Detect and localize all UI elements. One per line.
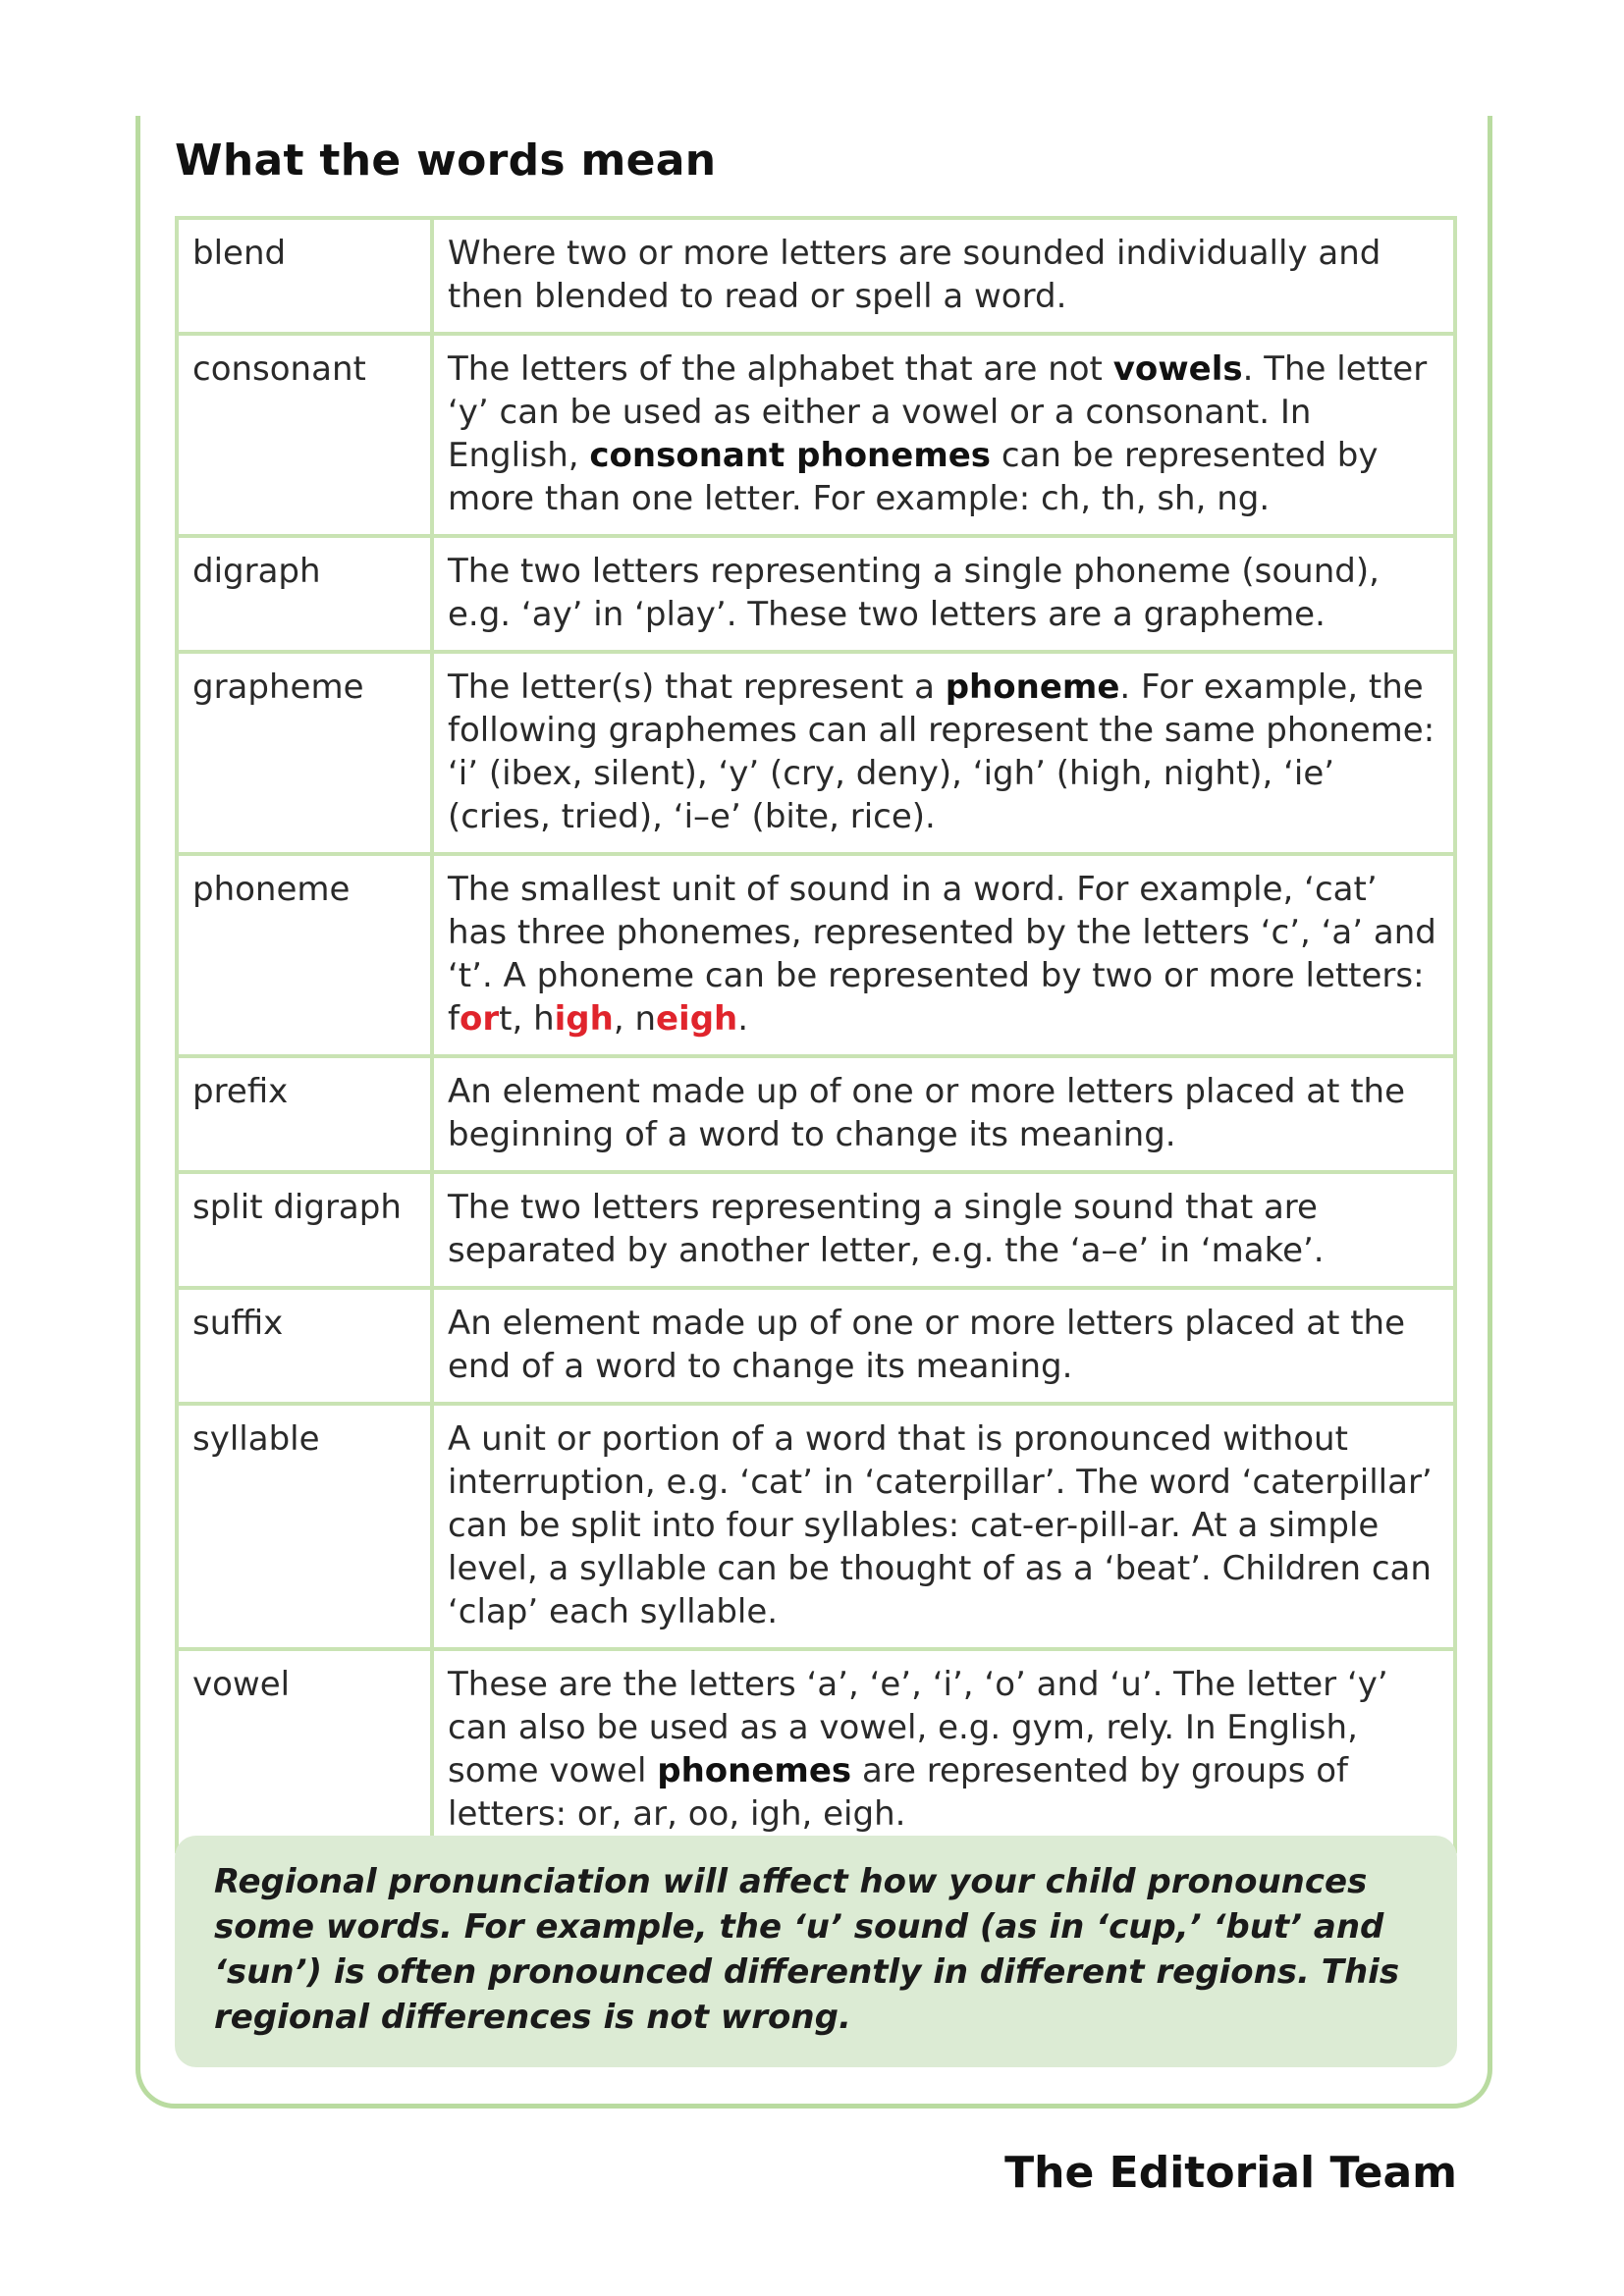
glossary-row xyxy=(177,652,1455,854)
glossary-definition xyxy=(432,1056,1455,1172)
glossary-definition xyxy=(432,218,1455,334)
definition-text: can be represented by more than one letter. For example: ch, th, sh, ng. xyxy=(448,436,1379,518)
definition-red-text: eigh xyxy=(656,999,738,1039)
definition-text: , n xyxy=(613,999,656,1039)
definition-text: A unit or portion of a word that is pronounced without interruption, e.g. ‘cat’ in ‘caterpillar’. The word ‘caterpillar’ can be split into four syllables: cat-er-pill-ar. At a simple level, a syllable can be thought of as a ‘beat’. Children can ‘clap’ each syllable. xyxy=(448,1419,1433,1631)
glossary-definition xyxy=(432,1288,1455,1404)
glossary-row xyxy=(177,334,1455,536)
glossary-definition xyxy=(432,334,1455,536)
glossary-row xyxy=(177,1056,1455,1172)
glossary-term: prefix xyxy=(177,1056,432,1172)
definition-text: The letter(s) that represent a xyxy=(448,667,946,707)
definition-text: Where two or more letters are sounded individually and then blended to read or spell a word. xyxy=(448,234,1381,316)
definition-bold-text: vowels xyxy=(1112,349,1243,389)
definition-text: The two letters representing a single sound that are separated by another letter, e.g. the ‘a–e’ in ‘make’. xyxy=(448,1188,1325,1270)
glossary-row xyxy=(177,1172,1455,1288)
definition-text: An element made up of one or more letters placed at the beginning of a word to change its meaning. xyxy=(448,1072,1406,1154)
glossary-table xyxy=(175,216,1457,1853)
definition-text: . xyxy=(737,999,749,1039)
definition-text: The two letters representing a single phoneme (sound), e.g. ‘ay’ in ‘play’. These two letters are a grapheme. xyxy=(448,552,1380,634)
glossary-definition xyxy=(432,536,1455,652)
glossary-row xyxy=(177,1288,1455,1404)
glossary-term: digraph xyxy=(177,536,432,652)
glossary-term: phoneme xyxy=(177,854,432,1056)
glossary-definition xyxy=(432,1172,1455,1288)
definition-text: The smallest unit of sound in a word. For example, ‘cat’ has three phonemes, represented by the letters ‘c’, ‘a’ and ‘t’. A phoneme can be represented by two or more letters: f xyxy=(448,870,1436,1039)
glossary-term: grapheme xyxy=(177,652,432,854)
definition-text: . The letter ‘y’ can be used as either a vowel or a consonant. In English, xyxy=(448,349,1428,475)
glossary-definition xyxy=(432,1404,1455,1649)
glossary-row xyxy=(177,854,1455,1056)
definition-text: These are the letters ‘a’, ‘e’, ‘i’, ‘o’ and ‘u’. The letter ‘y’ can also be used as a vowel, e.g. gym, rely. In English, some vowel xyxy=(448,1665,1388,1790)
definition-text: The letters of the alphabet that are not xyxy=(448,349,1113,389)
definition-red-text: igh xyxy=(554,999,614,1039)
regional-pronunciation-note: Regional pronunciation will affect how your child pronounces some words. For example, the ‘u’ sound (as in ‘cup,’ ‘but’ and ‘sun’) is often pronounced differently in different regions. This regional differences is not wrong. xyxy=(175,1836,1457,2067)
definition-text: An element made up of one or more letters placed at the end of a word to change its meaning. xyxy=(448,1304,1406,1386)
glossary-term: blend xyxy=(177,218,432,334)
definition-bold-text: consonant phonemes xyxy=(589,436,992,475)
glossary-row xyxy=(177,536,1455,652)
glossary-term: consonant xyxy=(177,334,432,536)
definition-red-text: or xyxy=(459,999,500,1039)
definition-text: t, h xyxy=(499,999,555,1039)
glossary-definition xyxy=(432,652,1455,854)
glossary-term: split digraph xyxy=(177,1172,432,1288)
glossary-row xyxy=(177,218,1455,334)
definition-bold-text: phonemes xyxy=(657,1751,852,1790)
glossary-row xyxy=(177,1649,1455,1851)
footer-signature: The Editorial Team xyxy=(1004,2148,1457,2198)
definition-text: . For example, the following graphemes can all represent the same phoneme: ‘i’ (ibex, silent), ‘y’ (cry, deny), ‘igh’ (high, night), ‘ie’ (cries, tried), ‘i–e’ (bite, rice). xyxy=(448,667,1435,836)
glossary-definition xyxy=(432,854,1455,1056)
section-heading: What the words mean xyxy=(175,135,717,186)
glossary-row xyxy=(177,1404,1455,1649)
glossary-term: syllable xyxy=(177,1404,432,1649)
glossary-body xyxy=(177,218,1455,1851)
glossary-term: suffix xyxy=(177,1288,432,1404)
definition-text: are represented by groups of letters: or, ar, oo, igh, eigh. xyxy=(448,1751,1349,1834)
glossary-definition xyxy=(432,1649,1455,1851)
definition-bold-text: phoneme xyxy=(945,667,1120,707)
glossary-term: vowel xyxy=(177,1649,432,1851)
